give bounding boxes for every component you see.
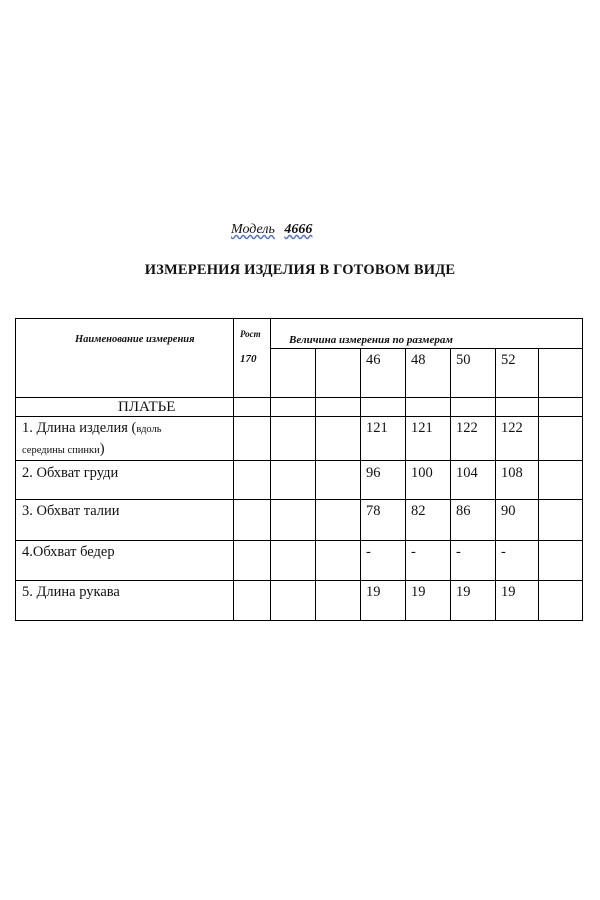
row2-bottom-line [15, 499, 583, 500]
row-4-value-52: - [501, 544, 506, 560]
row-5-value-46: 19 [366, 584, 381, 600]
header-height-value: 170 [240, 353, 257, 365]
table-border-bottom [15, 620, 583, 621]
size-50: 50 [456, 352, 471, 368]
row4-bottom-line [15, 580, 583, 581]
row-2-name: 2. Обхват груди [22, 465, 119, 481]
row-3-value-48: 82 [411, 503, 426, 519]
size-46: 46 [366, 352, 381, 368]
col-blank1-divider [315, 348, 316, 621]
row-1-value-52: 122 [501, 420, 523, 436]
col-48-divider [450, 348, 451, 621]
size-48: 48 [411, 352, 426, 368]
table-border-right [582, 318, 583, 621]
row-5-value-48: 19 [411, 584, 426, 600]
model-number: 4666 [284, 222, 313, 237]
table-border-top [15, 318, 583, 319]
col-52-divider [538, 348, 539, 621]
header-measurement-name: Наименование измерения [75, 334, 195, 345]
row-2-value-48: 100 [411, 465, 433, 481]
row-2-value-52: 108 [501, 465, 523, 481]
row-2-value-46: 96 [366, 465, 381, 481]
row-5-value-50: 19 [456, 584, 471, 600]
row-4-value-48: - [411, 544, 416, 560]
col-50-divider [495, 348, 496, 621]
row3-bottom-line [15, 540, 583, 541]
row-5-name: 5. Длина рукава [22, 584, 120, 600]
model-heading [231, 222, 312, 238]
row-4-value-50: - [456, 544, 461, 560]
page-title: ИЗМЕРЕНИЯ ИЗДЕЛИЯ В ГОТОВОМ ВИДЕ [144, 262, 456, 278]
row-1-value-50: 122 [456, 420, 478, 436]
col-46-divider [405, 348, 406, 621]
row-1-name-line2: середины спинки) [22, 441, 105, 457]
row-3-value-52: 90 [501, 503, 516, 519]
table-border-left [15, 318, 16, 621]
row-3-value-50: 86 [456, 503, 471, 519]
row-2-value-50: 104 [456, 465, 478, 481]
row-1-name: 1. Длина изделия (вдоль [22, 420, 162, 436]
section-bottom-line [15, 416, 583, 417]
col-name-divider [233, 318, 234, 621]
header-sizes-label: Величина измерения по размерам [289, 334, 453, 346]
row-4-name: 4.Обхват бедер [22, 544, 115, 560]
row1-bottom-line [15, 460, 583, 461]
header-bottom-line [15, 397, 583, 398]
row-1-value-48: 121 [411, 420, 433, 436]
col-blank2-divider [360, 348, 361, 621]
sizes-row-line [270, 348, 583, 349]
row-3-name: 3. Обхват талии [22, 503, 120, 519]
header-height-label: Рост [240, 329, 261, 339]
size-52: 52 [501, 352, 516, 368]
row-5-value-52: 19 [501, 584, 516, 600]
model-label: Модель [231, 222, 275, 237]
row-1-value-46: 121 [366, 420, 388, 436]
row-3-value-46: 78 [366, 503, 381, 519]
section-label: ПЛАТЬЕ [118, 399, 176, 415]
col-height-divider [270, 318, 271, 621]
row-4-value-46: - [366, 544, 371, 560]
